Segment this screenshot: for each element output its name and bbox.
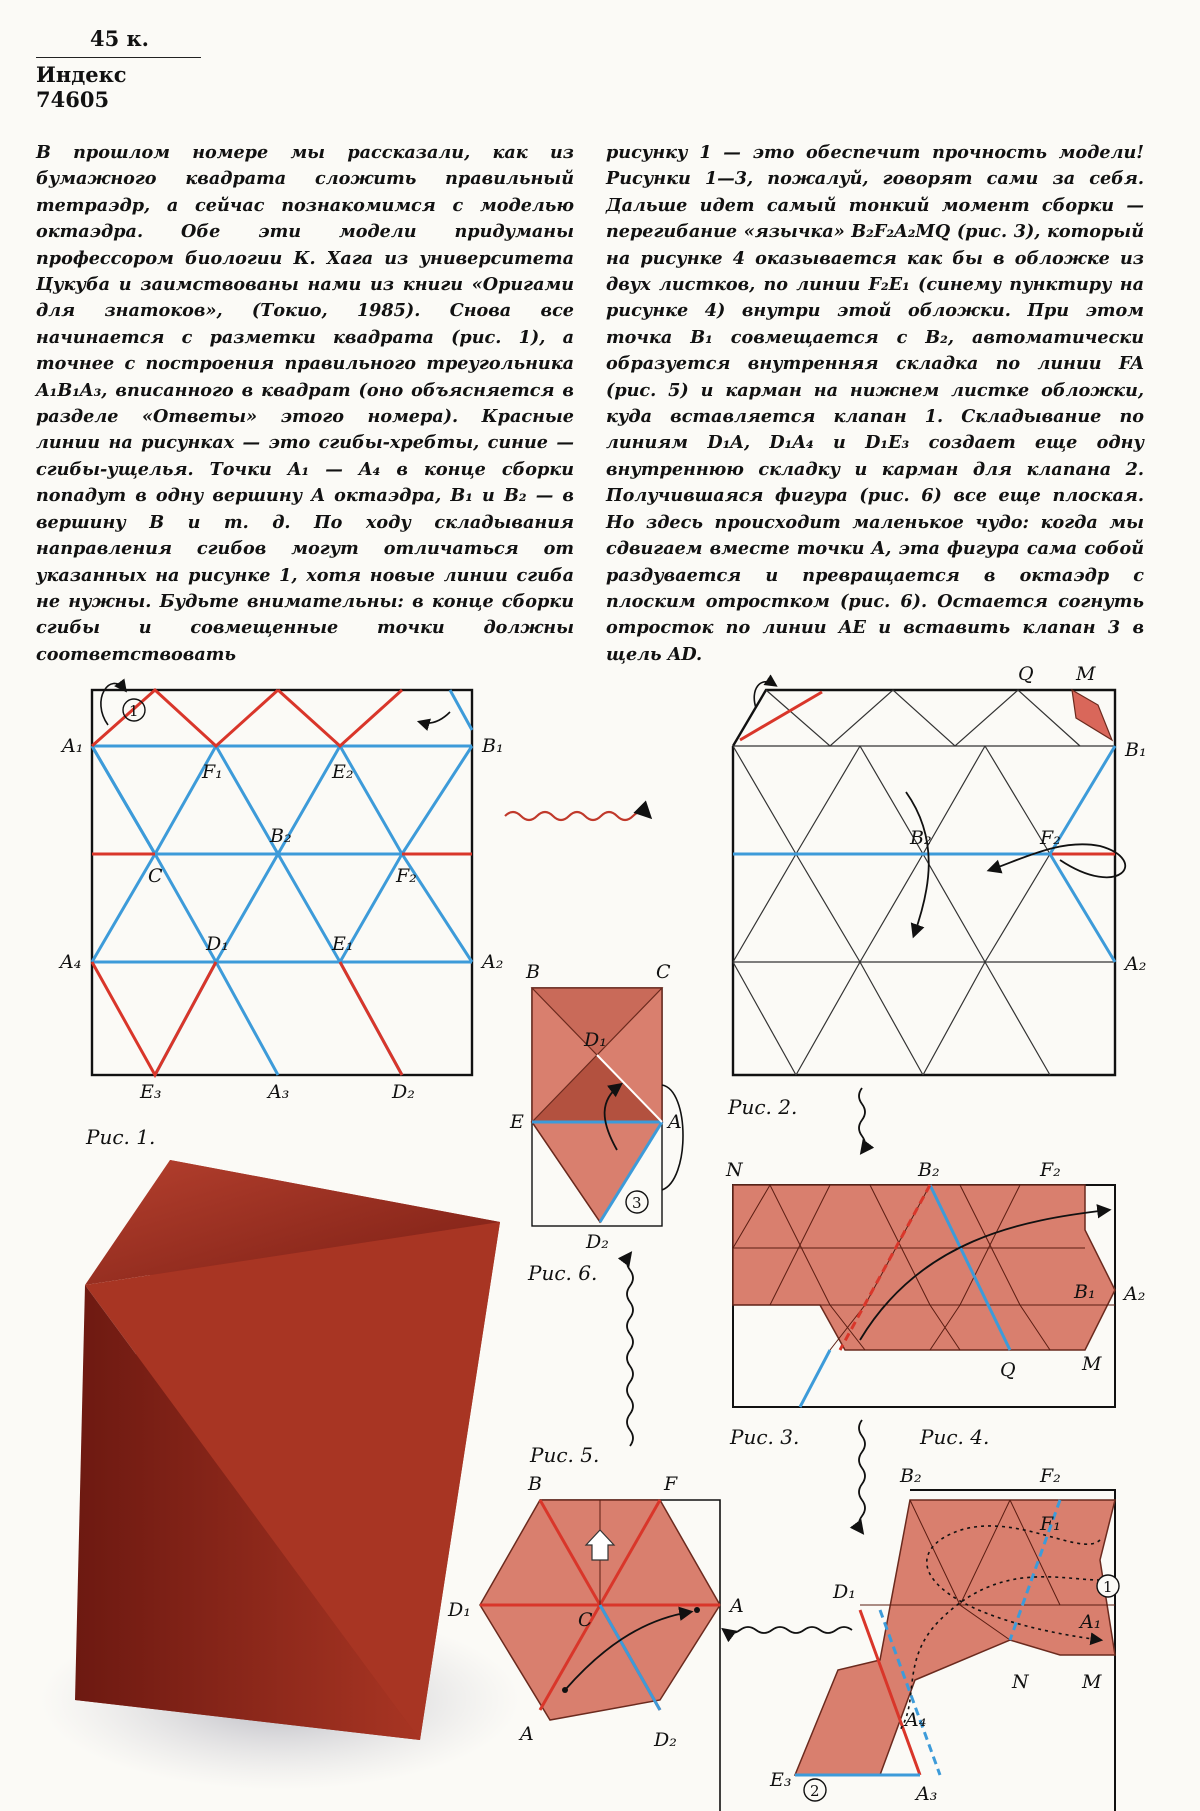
arrow-fig4-fig5 bbox=[724, 1627, 852, 1633]
fig1-label-a1: A₁ bbox=[62, 735, 84, 757]
fig4-label-e3: E₃ bbox=[770, 1769, 792, 1791]
fig1-label-b1: B₁ bbox=[482, 735, 504, 757]
fig1-label-d1: D₁ bbox=[206, 933, 229, 955]
fig4-label-a4: A₄ bbox=[905, 1709, 927, 1731]
fig6-label-e: E bbox=[510, 1111, 524, 1133]
fig6-label-a: A bbox=[668, 1111, 682, 1133]
fig5-label-c: C bbox=[578, 1609, 593, 1631]
fig6-label-c: C bbox=[656, 961, 671, 983]
fig1-label-d2: D₂ bbox=[392, 1081, 415, 1103]
fig4-label-f2: F₂ bbox=[1040, 1465, 1061, 1487]
fig6-label-d2: D₂ bbox=[586, 1231, 609, 1253]
arrow-fig5-fig6 bbox=[627, 1254, 633, 1446]
fig5-label-f: F bbox=[664, 1473, 678, 1495]
fig4-label-m: M bbox=[1082, 1671, 1102, 1693]
figure-5 bbox=[447, 1443, 744, 1811]
fig4-flap-2: 2 bbox=[810, 1782, 820, 1800]
fig1-label-f2: F₂ bbox=[396, 865, 417, 887]
fig6-caption: Рис. 6. bbox=[528, 1261, 598, 1285]
fig2-label-f2: F₂ bbox=[1040, 827, 1061, 849]
fig4-label-a3: A₃ bbox=[916, 1783, 938, 1805]
fig1-label-a3: A₃ bbox=[268, 1081, 290, 1103]
article-text-left: В прошлом номере мы рассказали, как из бумажного квадрата сложить правильный тетраэдр, а сейчас познакомимся с моделью октаэдра. Обе эти модели придуманы профессором биологии К. Хага из университета Цукуба и заимствованы нами из книги «Оригами для знатоков», (Токио, 1985). Снова все начинается с разметки квадрата (рис. 1), а точнее с построения правильного треугольника A₁B₁A₃, вписанного в квадрат (оно объясняется в разделе «Ответы» этого номера). Красные линии на рисунках — это сгибы-хребты, синие — сгибы-ущелья. Точки A₁ — A₄ в конце сборки попадут в одну вершину A октаэдра, B₁ и B₂ — в вершину B и т. д. По ходу складывания направления сгибов могут отличаться от указанных на рисунке 1, хотя новые линии сгиба не нужны. Будьте внимательны: в конце сборки сгибы и совмещенные точки должны соответствовать bbox=[36, 142, 574, 665]
fig5-label-d1: D₁ bbox=[448, 1599, 471, 1621]
fig5-label-b: B bbox=[528, 1473, 542, 1495]
fig3-label-f2: F₂ bbox=[1040, 1159, 1061, 1181]
fig4-label-b2: B₂ bbox=[900, 1465, 922, 1487]
fig3-caption: Рис. 3. bbox=[730, 1425, 800, 1449]
fig5-caption: Рис. 5. bbox=[530, 1443, 600, 1467]
fig1-caption: Рис. 1. bbox=[86, 1125, 156, 1149]
fig4-label-a1: A₁ bbox=[1080, 1611, 1102, 1633]
figure-4 bbox=[769, 1465, 1119, 1811]
figure-2 bbox=[727, 663, 1147, 1119]
fig1-label-e2: E₂ bbox=[332, 761, 354, 783]
figure-6 bbox=[509, 961, 683, 1285]
fig5-label-d2: D₂ bbox=[654, 1729, 677, 1751]
arrow-fig3-fig4 bbox=[859, 1420, 865, 1532]
fig6-flap-3: 3 bbox=[632, 1194, 642, 1212]
fig2-caption: Рис. 2. bbox=[728, 1095, 798, 1119]
fig3-label-a2: A₂ bbox=[1124, 1283, 1146, 1305]
article-text-right: рисунку 1 — это обеспечит прочность модели! Рисунки 1—3, пожалуй, говорят сами за себя. Дальше идет самый тонкий момент сборки — перегибание «язычка» B₂F₂A₂MQ (рис. 3), который на рисунке 4 оказывается как бы в обложке из двух листков, по линии F₂E₁ (синему пунктиру на рисунке 4) внутри этой обложки. При этом точка B₁ совмещается с B₂, автоматически образуется внутренняя складка по линии FA (рис. 5) и карман на нижнем листке обложки, куда вставляется клапан 1. Складывание по линиям D₁A, D₁A₄ и D₁E₃ создает еще одну внутреннюю складку и карман для клапана 2. Получившаяся фигура (рис. 6) все еще плоская. Но здесь происходит маленькое чудо: когда мы сдвигаем вместе точки A, эта фигура сама собой раздувается и превращается в октаэдр с плоским отростком (рис. 6). Остается согнуть отросток по линии AE и вставить клапан 3 в щель AD. bbox=[606, 142, 1144, 665]
fig2-label-b1: B₁ bbox=[1125, 739, 1147, 761]
fig6-label-d1: D₁ bbox=[584, 1029, 607, 1051]
fig1-label-e1: E₁ bbox=[332, 933, 354, 955]
fig5-label-a-bottom: A bbox=[520, 1723, 534, 1745]
fig2-label-m: M bbox=[1076, 663, 1096, 685]
fig1-label-a4: A₄ bbox=[60, 951, 82, 973]
figure-1 bbox=[58, 683, 504, 1149]
fig3-label-n: N bbox=[726, 1159, 743, 1181]
fig4-caption: Рис. 4. bbox=[920, 1425, 990, 1449]
fig2-label-q: Q bbox=[1018, 663, 1034, 685]
figure-3 bbox=[725, 1159, 1145, 1449]
fig4-flap-1: 1 bbox=[1103, 1578, 1113, 1596]
fig3-label-b1: B₁ bbox=[1074, 1281, 1096, 1303]
price: 45 к. bbox=[89, 26, 149, 51]
arrow-fig1-fig2 bbox=[505, 812, 649, 820]
fig1-label-e3: E₃ bbox=[140, 1081, 162, 1103]
fig4-label-f1: F₁ bbox=[1040, 1513, 1061, 1535]
fig1-label-a2: A₂ bbox=[482, 951, 504, 973]
fig3-label-b2: B₂ bbox=[918, 1159, 940, 1181]
fig4-label-d1: D₁ bbox=[833, 1581, 856, 1603]
fig4-label-n: N bbox=[1012, 1671, 1029, 1693]
arrow-fig2-fig3 bbox=[859, 1088, 865, 1152]
octahedron-photo bbox=[40, 1160, 520, 1790]
fig6-label-b: B bbox=[526, 961, 540, 983]
subscription-index: Индекс 74605 bbox=[36, 62, 127, 112]
fig3-label-m: M bbox=[1082, 1353, 1102, 1375]
fig1-label-f1: F₁ bbox=[202, 761, 223, 783]
fig5-label-a-right: A bbox=[730, 1595, 744, 1617]
fig1-flap-1: 1 bbox=[129, 702, 139, 720]
fig1-label-c: C bbox=[148, 865, 163, 887]
fig3-label-q: Q bbox=[1000, 1359, 1016, 1381]
fig1-label-b2: B₂ bbox=[270, 825, 292, 847]
fig2-label-a2: A₂ bbox=[1125, 953, 1147, 975]
fig2-label-b2: B₂ bbox=[910, 827, 932, 849]
